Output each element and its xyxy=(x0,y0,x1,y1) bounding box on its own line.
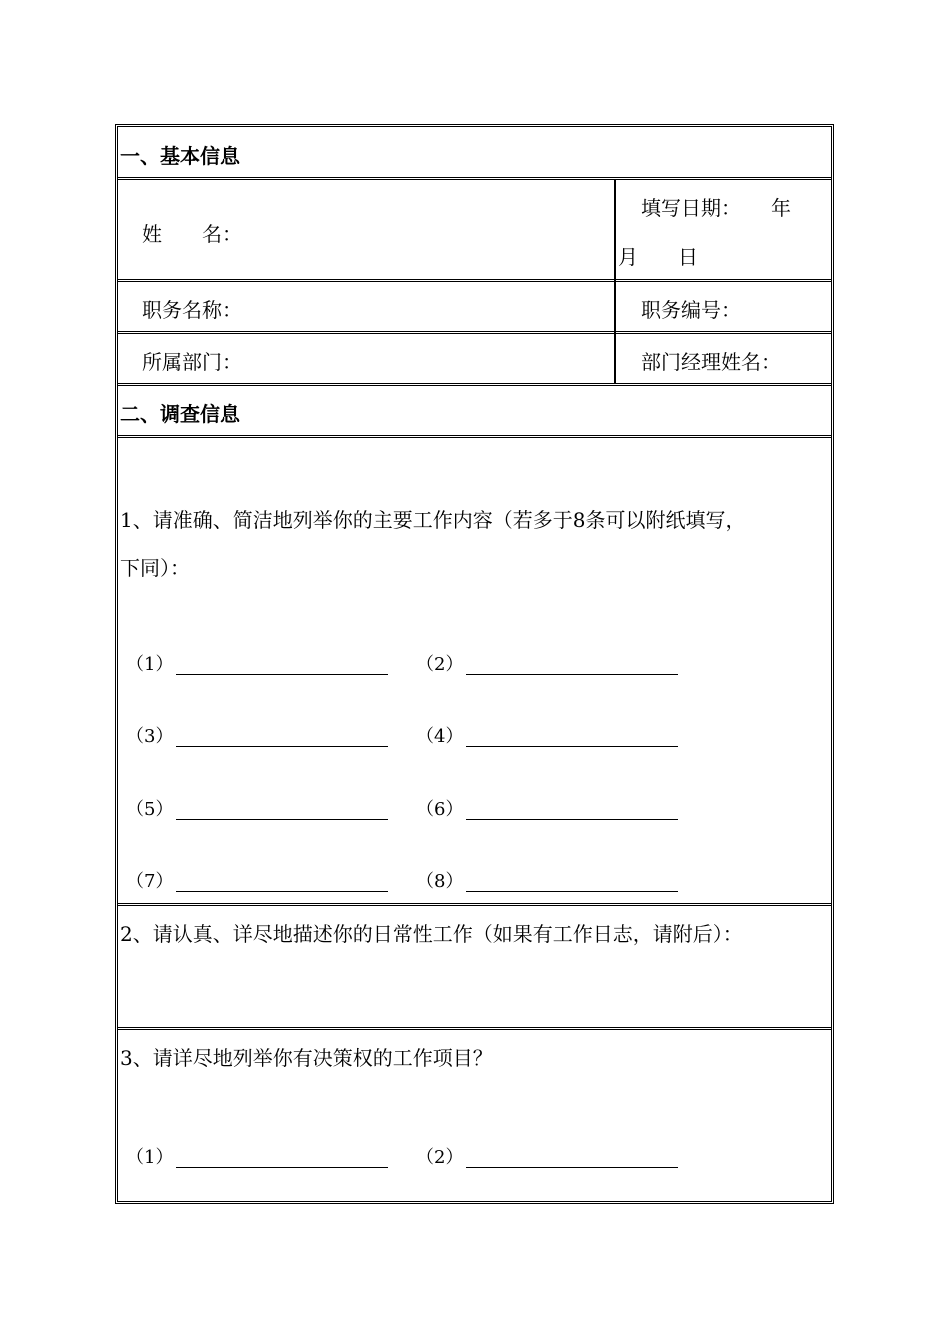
answer-blank[interactable] xyxy=(466,819,678,820)
item-label: （1） xyxy=(126,1147,174,1168)
answer-blank[interactable] xyxy=(466,1167,678,1168)
job-survey-form xyxy=(115,124,834,1204)
answer-blank[interactable] xyxy=(176,891,388,892)
column-divider xyxy=(614,179,616,383)
divider xyxy=(118,331,831,334)
divider xyxy=(118,177,831,180)
item-label: （2） xyxy=(416,1147,464,1168)
answer-blank[interactable] xyxy=(466,674,678,675)
answer-blank[interactable] xyxy=(466,891,678,892)
section1-title: 一、基本信息 xyxy=(120,144,240,168)
divider xyxy=(118,279,831,282)
manager-label: 部门经理姓名： xyxy=(641,350,781,374)
date-label: 填写日期： 年 xyxy=(641,196,791,220)
item-label: （4） xyxy=(416,726,464,747)
item-label: （7） xyxy=(126,871,174,892)
answer-blank[interactable] xyxy=(176,1167,388,1168)
name-label: 姓 名： xyxy=(142,222,242,246)
item-label: （1） xyxy=(126,654,174,675)
answer-blank[interactable] xyxy=(176,819,388,820)
question-1: 1、请准确、简洁地列举你的主要工作内容（若多于8条可以附纸填写， xyxy=(120,508,746,532)
answer-blank[interactable] xyxy=(176,674,388,675)
answer-blank[interactable] xyxy=(176,746,388,747)
divider xyxy=(118,1027,831,1030)
question-2: 2、请认真、详尽地描述你的日常性工作（如果有工作日志，请附后）： xyxy=(120,922,743,946)
item-label: （5） xyxy=(126,799,174,820)
item-label: （8） xyxy=(416,871,464,892)
divider xyxy=(118,435,831,438)
divider xyxy=(118,903,831,906)
section2-title: 二、调查信息 xyxy=(120,402,240,426)
job-number-label: 职务编号： xyxy=(641,298,741,322)
question-3: 3、请详尽地列举你有决策权的工作项目？ xyxy=(120,1046,493,1070)
answer-blank[interactable] xyxy=(466,746,678,747)
job-title-label: 职务名称： xyxy=(142,298,242,322)
department-label: 所属部门： xyxy=(142,350,242,374)
item-label: （6） xyxy=(416,799,464,820)
item-label: （3） xyxy=(126,726,174,747)
date-label-line2: 月 日 xyxy=(618,245,698,269)
item-label: （2） xyxy=(416,654,464,675)
divider xyxy=(118,383,831,386)
question-1-line2: 下同）： xyxy=(120,556,190,580)
